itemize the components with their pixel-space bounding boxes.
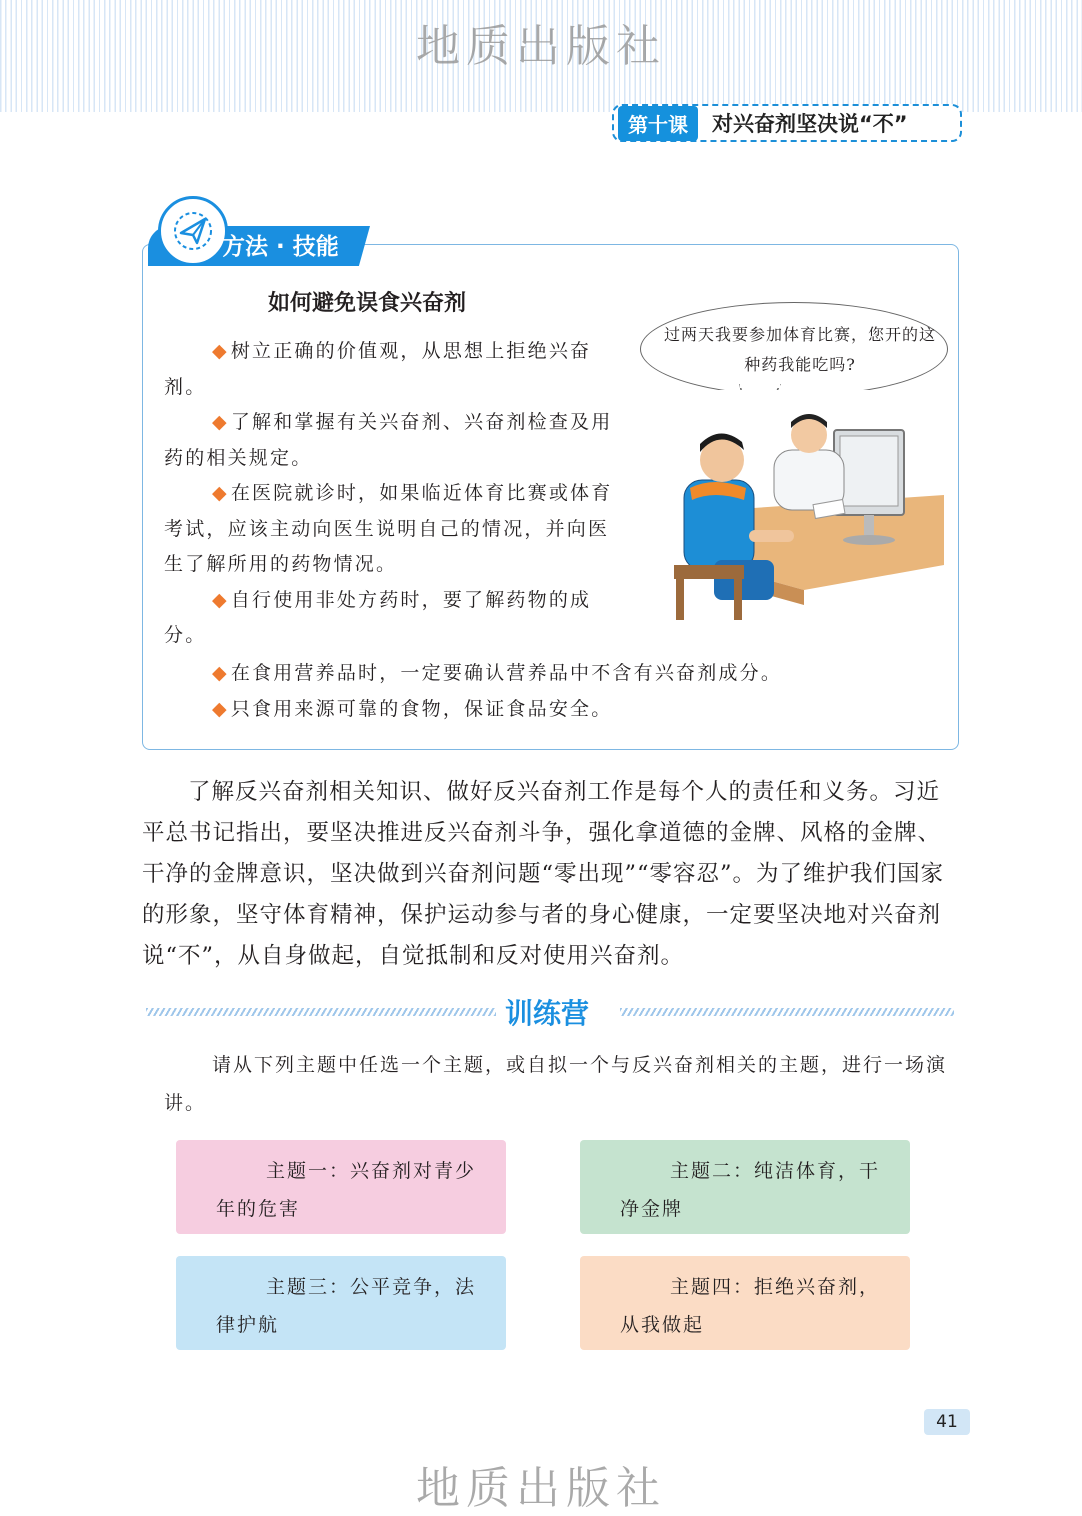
method-bullets-wide xyxy=(164,656,864,727)
bullet-item: ◆ 在食用营养品时，一定要确认营养品中不含有兴奋剂成分。 xyxy=(212,662,783,684)
bullet-item: ◆ 自行使用非处方药时，要了解药物的成分。 xyxy=(164,588,592,646)
topic-text: 主题一：兴奋剂对青少年的危害 xyxy=(216,1160,477,1220)
diamond-bullet-icon: ◆ xyxy=(212,340,229,362)
topic-text: 主题二：纯洁体育，干净金牌 xyxy=(620,1160,881,1220)
diamond-bullet-icon: ◆ xyxy=(212,588,229,611)
method-label: 方法 · 技能 xyxy=(222,234,339,260)
diamond-bullet-icon: ◆ xyxy=(212,411,229,433)
diamond-bullet-icon: ◆ xyxy=(212,662,229,684)
page-number: 41 xyxy=(924,1409,970,1435)
paper-plane-icon xyxy=(158,196,228,266)
bullet-item: ◆ 只食用来源可靠的食物，保证食品安全。 xyxy=(212,697,613,720)
diamond-bullet-icon: ◆ xyxy=(212,697,229,720)
task-text: 请从下列主题中任选一个主题，或自拟一个与反兴奋剂相关的主题，进行一场演讲。 xyxy=(164,1054,948,1114)
topic-card-4 xyxy=(580,1256,910,1350)
doctor-consultation-illustration xyxy=(654,390,944,630)
diamond-bullet-icon: ◆ xyxy=(212,482,229,504)
watermark-bottom: 地质出版社 xyxy=(416,1463,666,1514)
speech-text: 过两天我要参加体育比赛，您开的这种药我能吃吗? xyxy=(663,325,936,374)
topic-text: 主题三：公平竞争，法律护航 xyxy=(216,1276,477,1336)
camp-title: 训练营 xyxy=(505,997,590,1030)
topic-text: 主题四：拒绝兴奋剂，从我做起 xyxy=(620,1276,881,1336)
method-title: 如何避免误食兴奋剂 xyxy=(268,290,467,316)
camp-divider-left xyxy=(146,1008,496,1016)
lesson-number: 第十课 xyxy=(618,106,698,141)
bullet-item: ◆ 树立正确的价值观，从思想上拒绝兴奋剂。 xyxy=(164,340,592,398)
lesson-header xyxy=(612,104,962,142)
lesson-title: 对兴奋剂坚决说“不” xyxy=(712,112,908,136)
bullet-item: ◆ 了解和掌握有关兴奋剂、兴奋剂检查及用药的相关规定。 xyxy=(164,411,613,469)
method-bullets xyxy=(164,334,622,654)
main-paragraph xyxy=(142,772,960,977)
topic-card-2 xyxy=(580,1140,910,1234)
paragraph-text: 了解反兴奋剂相关知识、做好反兴奋剂工作是每个人的责任和义务。习近平总书记指出，要坚决推进反兴奋剂斗争，强化拿道德的金牌、风格的金牌、干净的金牌意识，坚决做到兴奋剂问题“零出现”“零容忍”。为了维护我们国家的形象，坚守体育精神，保护运动参与者的身心健康，一定要坚决地对兴奋剂说“不”，从自身做起，自觉抵制和反对使用兴奋剂。 xyxy=(142,779,945,969)
topic-card-3 xyxy=(176,1256,506,1350)
topic-card-1 xyxy=(176,1140,506,1234)
bullet-item: ◆ 在医院就诊时，如果临近体育比赛或体育考试，应该主动向医生说明自己的情况，并向医生了解所用的药物情况。 xyxy=(164,482,613,575)
camp-divider-right xyxy=(620,1008,954,1016)
watermark-top: 地质出版社 xyxy=(416,21,666,72)
camp-task xyxy=(164,1046,954,1122)
